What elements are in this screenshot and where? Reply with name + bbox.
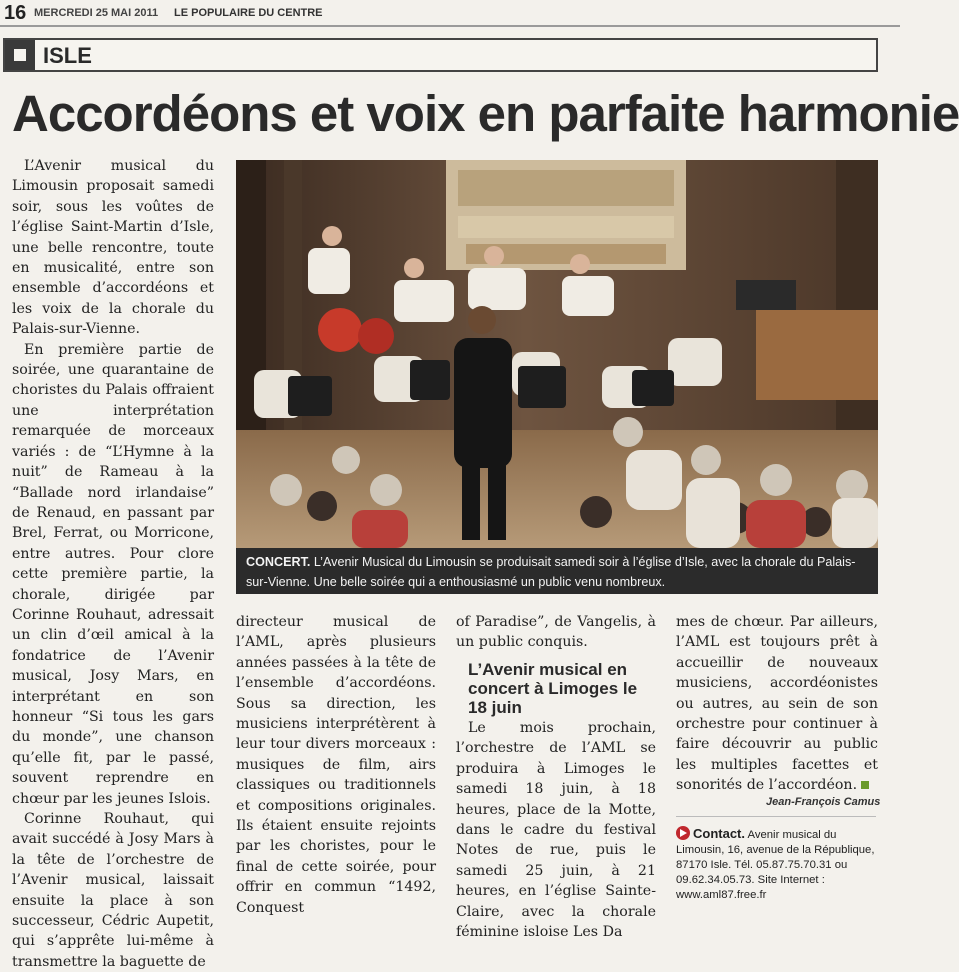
concert-photo-image bbox=[236, 160, 878, 548]
caption-label: CONCERT. bbox=[246, 555, 311, 569]
paragraph: Corinne Rouhaut, qui avait succédé à Josy Mars à la tête de l’orchestre de l’Avenir musical, laissait ensuite la place à son successeur, Cédric Aupetit, qui s’apprête lui-même à transmettre la baguette de bbox=[12, 811, 214, 970]
running-head bbox=[0, 0, 900, 26]
paragraph: of Paradise”, de Vangelis, à un public conquis. bbox=[456, 614, 656, 651]
article-column-3-top bbox=[456, 612, 656, 656]
concert-photo bbox=[236, 160, 878, 548]
running-head-rule bbox=[0, 25, 900, 27]
section-bar bbox=[3, 38, 878, 72]
contact-text: Avenir musical du Limousin, 16, avenue de la République, 87170 Isle. Tél. 05.87.75.70.31 ou 09.62.34.05.73. Site Internet : www.aml87.free.fr bbox=[676, 829, 875, 901]
section-name: ISLE bbox=[43, 43, 92, 68]
box-title: L’Avenir musical en concert à Limoges le 18 juin bbox=[468, 660, 638, 717]
column4-text: mes de chœur. Par ailleurs, l’AML est toujours prêt à accueillir de nouveaux musiciens, accordéonistes ou autres, au sein de son orchestre pour continuer à faire découvrir au public les multiples facettes et sonorités de l’accordéon. bbox=[676, 614, 878, 794]
section-square-icon bbox=[5, 40, 35, 70]
author-signature: Jean-François Camus bbox=[766, 796, 881, 808]
arrow-right-icon bbox=[676, 826, 690, 840]
paragraph: directeur musical de l’AML, après plusieurs années passées à la tête de l’ensemble d’accordéons. Sous sa direction, les musiciens interprétèrent à leur tour divers morceaux : musiques de film, airs classiques ou traditionnels et compositions originales. Ils étaient ensuite rejoints par les choristes, pour le final de cette soirée, pour offrir en commun “1492, Conquest bbox=[236, 614, 436, 916]
newspaper-name: LE POPULAIRE DU CENTRE bbox=[174, 7, 323, 19]
paragraph: L’Avenir musical du Limousin proposait samedi soir, sous les voûtes de l’église Saint-Martin d’Isle, une belle rencontre, toute en musicalité, entre son ensemble d’accordéons et les voix de la chorale du Palais-sur-Vienne. bbox=[12, 158, 214, 338]
paragraph: Le mois prochain, l’orchestre de l’AML se produira à Limoges le samedi 18 juin, à 18 heures, place de la Motte, dans le cadre du festival Notes de rue, puis le samedi 25 juin, à 21 heures, en l’église Sainte-Claire, avec la chorale féminine isloise Les Da bbox=[456, 720, 656, 941]
issue-date: MERCREDI 25 MAI 2011 bbox=[34, 7, 159, 19]
end-of-article-mark bbox=[861, 781, 869, 789]
article-column-4 bbox=[676, 612, 878, 796]
box-text bbox=[456, 718, 656, 941]
article-column-2 bbox=[236, 612, 436, 916]
headline: Accordéons et voix en parfaite harmonie bbox=[12, 85, 959, 142]
article-column-1 bbox=[12, 156, 214, 970]
paragraph: En première partie de soirée, une quarantaine de choristes du Palais offraient une interprétation remarquée de morceaux variés : de “L’Hymne à la nuit” de Rameau à la “Ballade nord irlandaise” de Renaud, en passant par Brel, Ferrat, ou Morricone, entre autres. Pour clore cette première partie, la chorale, dirigée par Corinne Rouhaut, adressait un clin d’œil amical à la fondatrice de l’Avenir musical, Josy Mars, en interprétant en son honneur “Si tous les gars du monde”, une chanson qu’elle fit, par le passé, souvent reprendre en chœur par les jeunes Islois. bbox=[12, 341, 214, 807]
paragraph bbox=[676, 612, 878, 796]
contact-label: Contact. bbox=[693, 826, 745, 841]
divider bbox=[676, 816, 876, 817]
page-number: 16 bbox=[4, 2, 27, 24]
contact-box bbox=[676, 826, 886, 903]
photo-caption bbox=[236, 548, 878, 594]
caption-text: L’Avenir Musical du Limousin se produisait samedi soir à l’église d’Isle, avec la chorale du Palais-sur-Vienne. Une belle soirée qui a enthousiasmé un public venu nombreux. bbox=[246, 555, 856, 589]
